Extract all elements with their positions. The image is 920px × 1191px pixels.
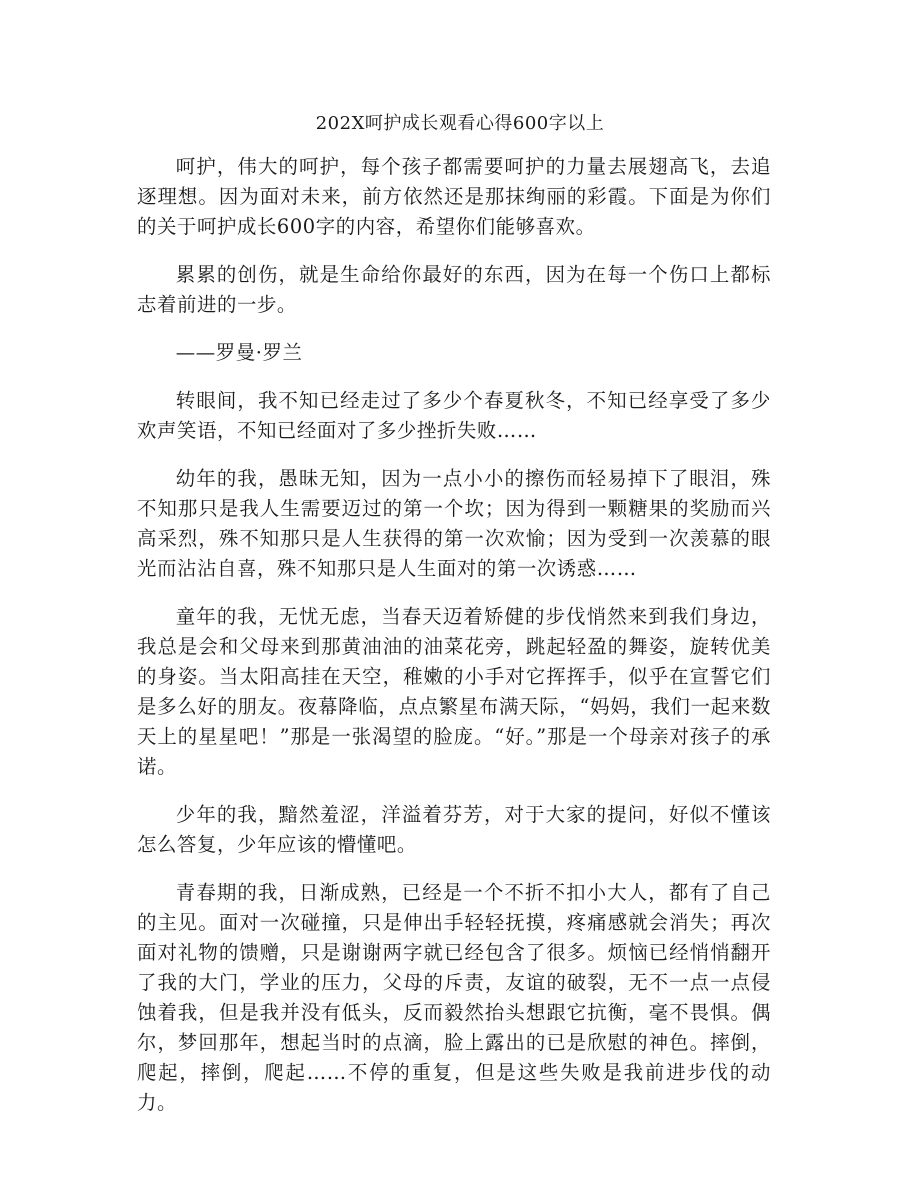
document-body <box>137 152 771 1136</box>
paragraph-youth: 少年的我，黯然羞涩，洋溢着芬芳，对于大家的提问，好似不懂该怎么答复，少年应该的懵懂吧。 <box>137 803 771 856</box>
paragraph-quote-author: ——罗曼·罗兰 <box>175 341 303 364</box>
paragraph-infancy: 幼年的我，愚昧无知，因为一点小小的擦伤而轻易掉下了眼泪，殊不知那只是我人生需要迈过的第一个坎；因为得到一颗糖果的奖励而兴高采烈，殊不知那只是人生获得的第一次欢愉；因为受到一次羡慕的眼光而沾沾自喜，殊不知那只是人生面对的第一次诱惑…… <box>137 467 771 580</box>
paragraph-adolescence: 青春期的我，日渐成熟，已经是一个不折不扣小大人，都有了自己的主见。面对一次碰撞，只是伸出手轻轻抚摸，疼痛感就会消失；再次面对礼物的馈赠，只是谢谢两字就已经包含了很多。烦恼已经悄悄翻开了我的大门，学业的压力，父母的斥责，友谊的破裂，无不一点一点侵蚀着我，但是我并没有低头，反而毅然抬头想跟它抗衡，毫不畏惧。偶尔，梦回那年，想起当时的点滴，脸上露出的已是欣慰的神色。摔倒，爬起，摔倒，爬起……不停的重复，但是这些失败是我前进步伐的动力。 <box>137 881 771 1114</box>
document-title: 202X呵护成长观看心得600字以上 <box>315 113 605 134</box>
paragraph-childhood: 童年的我，无忧无虑，当春天迈着矫健的步伐悄然来到我们身边，我总是会和父母来到那黄油油的油菜花旁，跳起轻盈的舞姿，旋转优美的身姿。当太阳高挂在天空，稚嫩的小手对它挥挥手，似乎在宣誓它们是多么好的朋友。夜幕降临，点点繁星布满天际，“妈妈，我们一起来数天上的星星吧！”那是一张渴望的脸庞。“好。”那是一个母亲对孩子的承诺。 <box>137 605 771 778</box>
paragraph-quote: 累累的创伤，就是生命给你最好的东西，因为在每一个伤口上都标志着前进的一步。 <box>137 263 771 316</box>
paragraph-intro: 呵护，伟大的呵护，每个孩子都需要呵护的力量去展翅高飞，去追逐理想。因为面对未来，前方依然还是那抹绚丽的彩霞。下面是为你们的关于呵护成长600字的内容，希望你们能够喜欢。 <box>137 155 771 238</box>
paragraph-time-passing: 转眼间，我不知已经走过了多少个春夏秋冬，不知已经享受了多少欢声笑语，不知已经面对了多少挫折失败…… <box>137 389 771 442</box>
